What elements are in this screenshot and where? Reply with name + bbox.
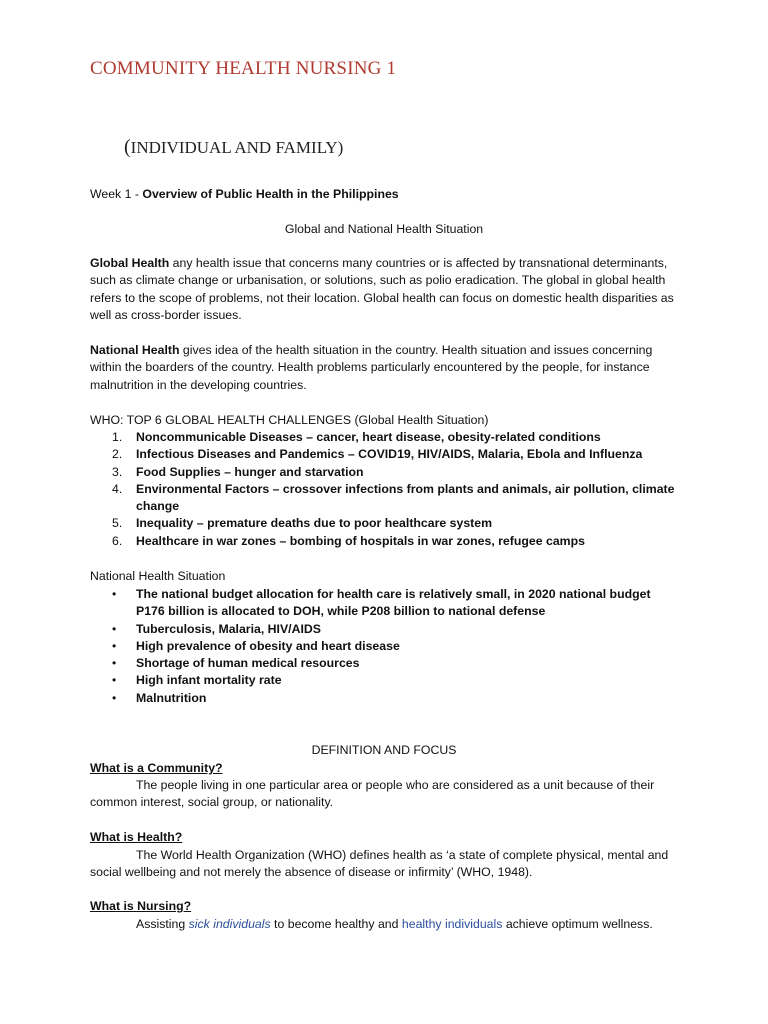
nursing-answer-part: to become healthy and [270, 917, 402, 931]
list-item [90, 533, 680, 550]
bullet-icon: • [112, 656, 117, 671]
list-item-text: Inequality – premature deaths due to poor healthcare system [136, 516, 493, 531]
health-answer: The World Health Organization (WHO) defines health as ‘a state of complete physical, mental and social wellbeing and not merely the absence of disease or infirmity’ (WHO, 1948). [90, 848, 669, 880]
sick-individuals-text: sick individuals [188, 917, 271, 931]
global-health-definition: any health issue that concerns many countries or is affected by transnational determinants, such as climate change or urbanisation, or solutions, such as polio eradication. The global in global health refers to the scope of problems, not their location. Global health can focus on domestic health disparities as well as cross-border issues. [90, 256, 674, 322]
national-health-term: National Health [90, 343, 180, 357]
list-item-text: Food Supplies – hunger and starvation [136, 464, 364, 479]
list-number: 5. [112, 516, 123, 531]
nursing-question: What is Nursing? [90, 899, 192, 913]
nursing-answer [90, 916, 680, 933]
section-heading-global-national: Global and National Health Situation [284, 222, 484, 236]
list-item [90, 638, 680, 655]
who-challenges-heading: WHO: TOP 6 GLOBAL HEALTH CHALLENGES (Global Health Situation) [90, 413, 489, 427]
bullet-icon: • [112, 587, 117, 601]
healthy-individuals-text: healthy individuals [401, 917, 503, 931]
bullet-icon: • [112, 621, 117, 636]
list-item [90, 429, 680, 446]
list-number: 4. [112, 481, 123, 496]
list-item [90, 446, 680, 463]
list-item [90, 690, 680, 707]
list-item-text: Malnutrition [136, 690, 207, 705]
subtitle-open-paren: ( [124, 136, 131, 158]
list-item-text: Tuberculosis, Malaria, HIV/AIDS [136, 621, 321, 636]
community-question: What is a Community? [90, 761, 223, 775]
bullet-icon: • [112, 638, 117, 653]
subtitle-text: INDIVIDUAL AND FAMILY) [130, 138, 344, 157]
global-health-paragraph [90, 255, 680, 324]
list-item [90, 586, 680, 621]
document-title: COMMUNITY HEALTH NURSING 1 [90, 58, 397, 79]
list-item [90, 655, 680, 672]
list-number: 3. [112, 464, 123, 479]
list-item [90, 481, 680, 516]
national-health-definition: gives idea of the health situation in the country. Health situation and issues concerning within the boarders of the country. Health problems particularly encountered by the people, for instance malnutrition in the developing countries. [90, 343, 653, 392]
health-question: What is Health? [90, 830, 183, 844]
list-item-text: Healthcare in war zones – bombing of hospitals in war zones, refugee camps [136, 533, 585, 548]
list-item-text: High infant mortality rate [136, 673, 282, 688]
community-answer: The people living in one particular area or people who are considered as a unit because of their common interest, social group, or nationality. [90, 778, 655, 810]
national-situation-list [90, 586, 680, 707]
nursing-answer-part: Assisting [136, 917, 189, 931]
week-label: Week 1 - [90, 187, 143, 201]
bullet-icon: • [112, 690, 117, 705]
list-item-text: Infectious Diseases and Pandemics – COVID19, HIV/AIDS, Malaria, Ebola and Influenza [136, 447, 643, 462]
national-health-paragraph [90, 342, 680, 394]
list-item-text: Noncommunicable Diseases – cancer, heart disease, obesity-related conditions [136, 430, 601, 444]
list-item [90, 515, 680, 532]
global-health-term: Global Health [90, 256, 170, 270]
week-title: Overview of Public Health in the Philippines [142, 187, 399, 201]
list-number: 1. [112, 430, 123, 444]
section-heading-definition: DEFINITION AND FOCUS [311, 743, 457, 757]
list-item [90, 464, 680, 481]
list-item [90, 621, 680, 638]
list-item-text: Environmental Factors – crossover infections from plants and animals, air pollution, climate change [136, 481, 675, 514]
list-item-text: High prevalence of obesity and heart disease [136, 638, 400, 653]
nursing-answer-part: achieve optimum wellness. [502, 917, 653, 931]
list-item [90, 672, 680, 689]
list-item-text: The national budget allocation for health care is relatively small, in 2020 national budget P176 billion is allocated to DOH, while P208 billion to national defense [136, 587, 651, 619]
list-item-text: Shortage of human medical resources [136, 656, 360, 671]
list-number: 2. [112, 447, 123, 462]
national-situation-heading: National Health Situation [90, 569, 226, 583]
who-challenges-list [90, 429, 680, 550]
week-heading [90, 186, 680, 203]
list-number: 6. [112, 533, 123, 548]
document-subtitle [124, 136, 343, 159]
bullet-icon: • [112, 673, 117, 688]
